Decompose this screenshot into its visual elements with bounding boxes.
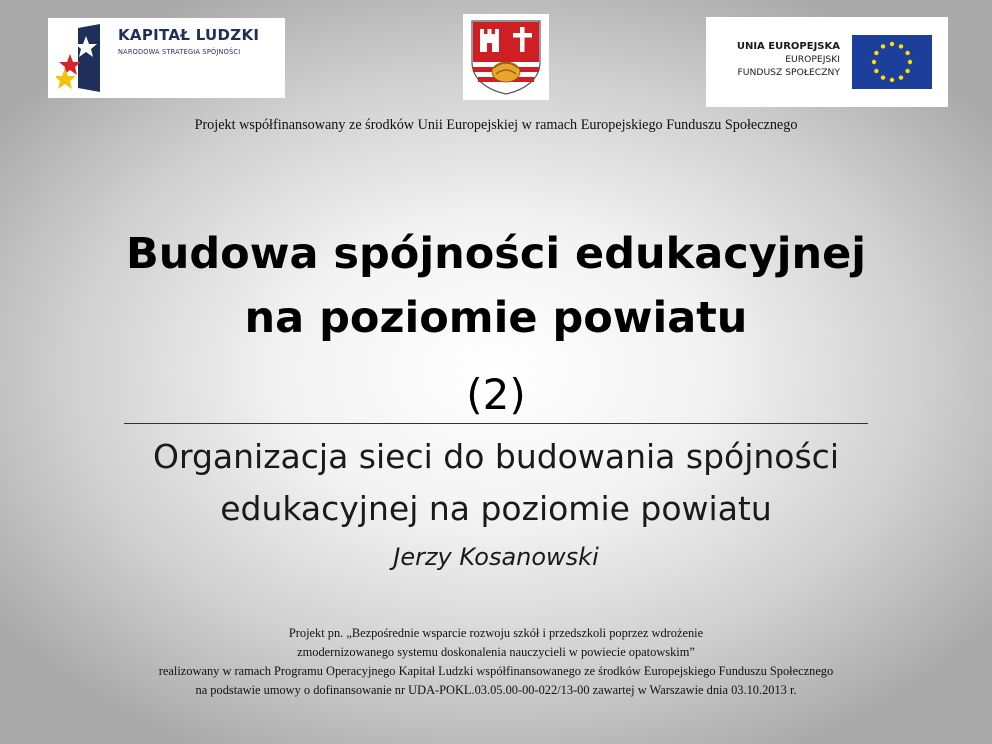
efs-line-2: FUNDUSZ SPOŁECZNY: [737, 67, 840, 78]
eu-social-fund-logo: [706, 17, 948, 107]
coat-of-arms-icon: [469, 18, 543, 96]
footer-line-1: Projekt pn. „Bezpośrednie wsparcie rozwoju szkół i przedszkoli poprzez wdrożenie: [288, 626, 704, 640]
title-part-number: (2): [466, 370, 526, 419]
kapital-ludzki-emblem-icon: [56, 24, 114, 92]
title-divider: [124, 423, 868, 424]
county-coat-of-arms-logo: [463, 14, 549, 100]
cofinancing-note: Projekt współfinansowany ze środków Unii Europejskiej w ramach Europejskiego Funduszu Społecznego: [194, 117, 798, 133]
author-name: Jerzy Kosanowski: [393, 543, 599, 571]
footer-line-2: zmodernizowanego systemu doskonalenia nauczycieli w powiecie opatowskim”: [297, 645, 695, 659]
slide-title: [80, 222, 912, 350]
eu-flag-icon: [852, 35, 932, 89]
kapital-ludzki-logo: [48, 18, 285, 98]
subtitle-line-1: Organizacja sieci do budowania spójności: [153, 437, 839, 476]
title-line-2: na poziomie powiatu: [244, 293, 748, 343]
footer-line-4: na podstawie umowy o dofinansowanie nr UDA-POKL.03.05.00-00-022/13-00 zawartej w Warszawie dnia 03.10.2013 r.: [195, 683, 797, 697]
subtitle-line-2: edukacyjnej na poziomie powiatu: [220, 489, 772, 528]
eu-name: UNIA EUROPEJSKA: [736, 41, 840, 52]
efs-line-1: EUROPEJSKI: [785, 54, 840, 65]
slide-subtitle: [60, 431, 932, 535]
footer-line-3: realizowany w ramach Programu Operacyjnego Kapitał Ludzki współfinansowanego ze środków Europejskiego Funduszu Społecznego: [158, 664, 834, 678]
kapital-ludzki-tagline: NARODOWA STRATEGIA SPÓJNOŚCI: [118, 48, 241, 56]
title-line-1: Budowa spójności edukacyjnej: [126, 229, 866, 279]
kapital-ludzki-name: KAPITAŁ LUDZKI: [118, 26, 260, 44]
project-footer: [0, 624, 992, 700]
eu-text-block: [690, 41, 840, 78]
